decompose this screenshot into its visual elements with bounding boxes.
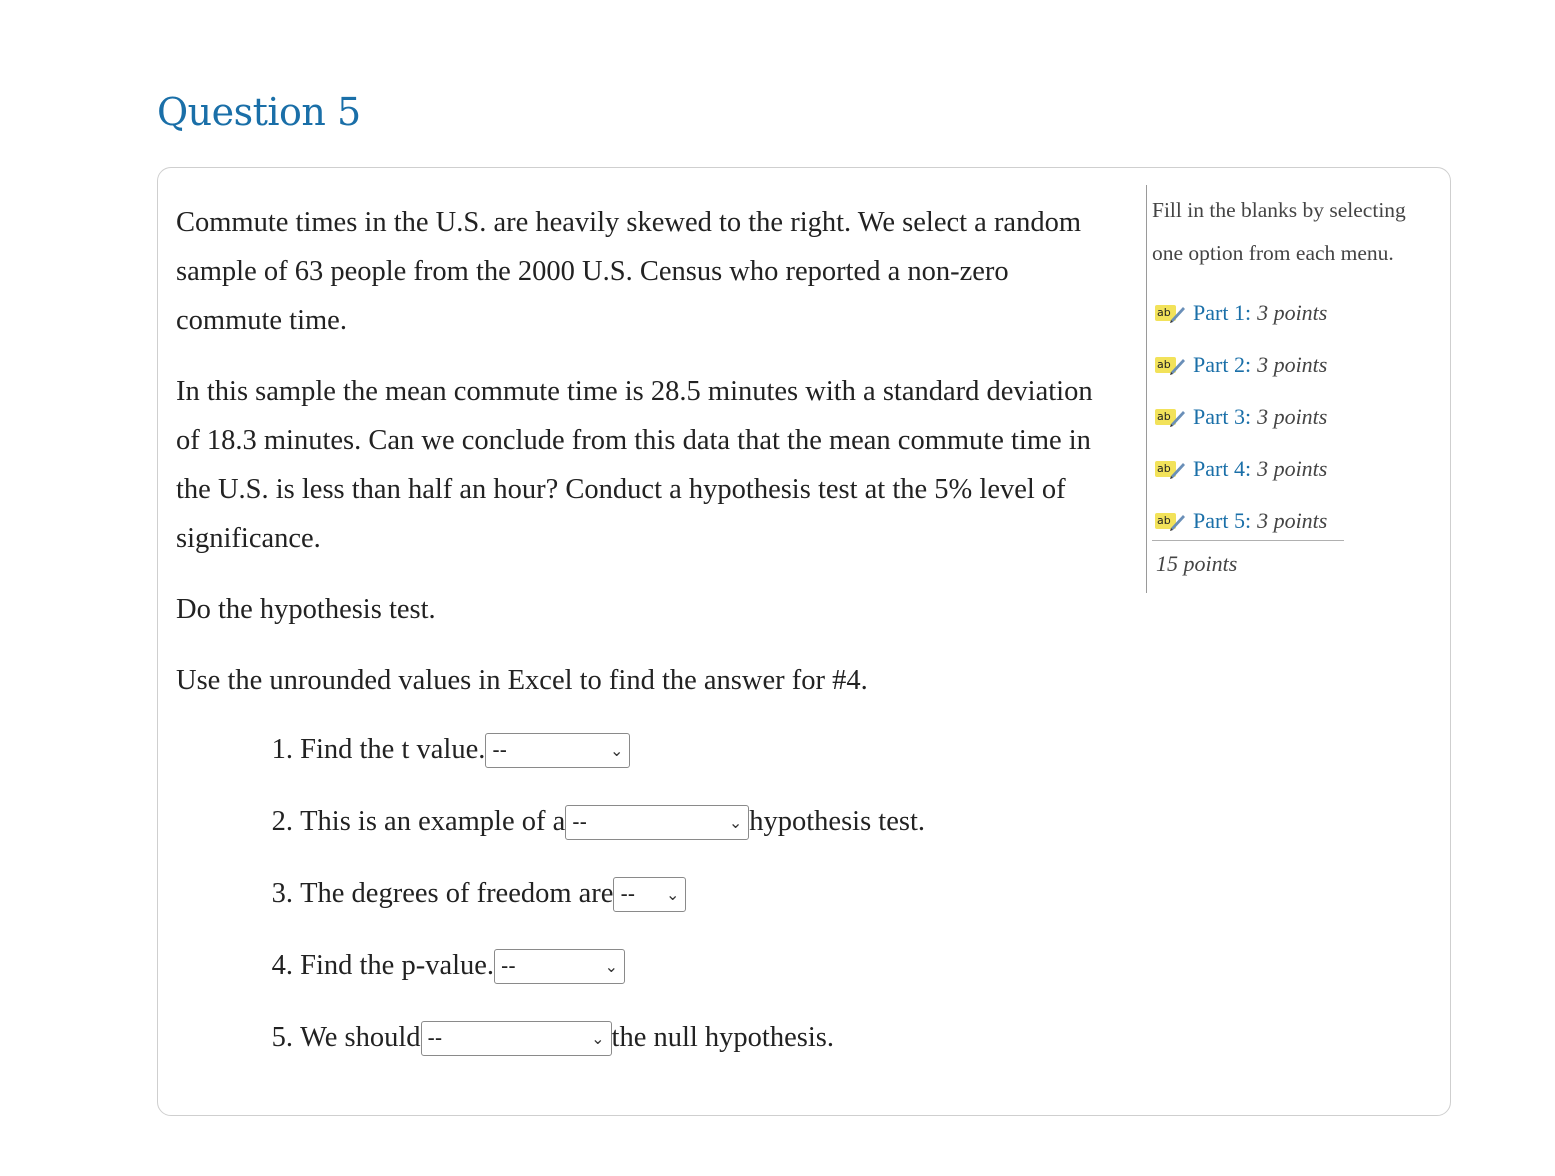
part-1-points: 3 points [1257, 300, 1328, 325]
part-prompt: Find the t value. [300, 734, 486, 765]
degrees-of-freedom-select[interactable] [613, 877, 686, 912]
question-paragraph-1: Commute times in the U.S. are heavily skewed to the right. We select a random sample of 63 people from the 2000 U.S. Census who reported a non-zero commute time. [176, 207, 1082, 336]
question-parts-list [176, 727, 1111, 1061]
question-paragraph-3: Do the hypothesis test. [176, 594, 436, 625]
svg-text:ab: ab [1157, 462, 1171, 475]
sidebar-part-3 [1155, 391, 1327, 443]
part-number: 5. [271, 1022, 293, 1053]
question-body [176, 198, 1111, 1087]
fill-in-blank-icon [1155, 406, 1185, 428]
null-hypothesis-decision-select[interactable] [421, 1021, 612, 1056]
select-value: -- [620, 881, 636, 906]
fill-in-blank-icon [1155, 302, 1185, 324]
select-value: -- [501, 953, 516, 978]
part-prompt: This is an example of a [300, 806, 566, 837]
select-value: -- [427, 1025, 443, 1050]
part-5-points: 3 points [1257, 508, 1328, 533]
fill-in-blank-icon [1155, 510, 1185, 532]
part-1-link[interactable]: Part 1: [1193, 300, 1252, 325]
part-2-points: 3 points [1257, 352, 1328, 377]
fill-in-blank-icon [1155, 458, 1185, 480]
part-suffix: hypothesis test. [749, 806, 926, 837]
part-5-link[interactable]: Part 5: [1193, 508, 1252, 533]
part-3-link[interactable]: Part 3: [1193, 404, 1252, 429]
question-paragraph-2: In this sample the mean commute time is 28.5 minutes with a standard deviation of 18.3 minutes. Can we conclude from this data that the mean commute time in the U.S. is less than half an hour? Conduct a hypothesis test at the 5% level of significance. [176, 376, 1093, 554]
sidebar-instructions: Fill in the blanks by selecting one option from each menu. [1152, 198, 1406, 265]
part-number: 4. [271, 950, 293, 981]
chevron-down-icon: ⌄ [609, 740, 624, 760]
select-value: -- [492, 737, 508, 762]
question-part-3 [176, 871, 1111, 917]
test-type-select[interactable] [565, 805, 749, 840]
part-2-link[interactable]: Part 2: [1193, 352, 1252, 377]
select-value: -- [572, 809, 587, 834]
sidebar-parts-list [1155, 287, 1327, 547]
t-value-select[interactable] [485, 733, 630, 768]
points-sidebar [1146, 185, 1437, 593]
chevron-down-icon: ⌄ [666, 884, 680, 904]
svg-text:ab: ab [1157, 514, 1171, 527]
svg-text:ab: ab [1157, 306, 1171, 319]
part-4-points: 3 points [1257, 456, 1328, 481]
part-number: 3. [271, 878, 293, 909]
total-points: 15 points [1156, 551, 1238, 576]
part-3-points: 3 points [1257, 404, 1328, 429]
question-part-4 [176, 943, 1111, 989]
question-paragraph-4: Use the unrounded values in Excel to find the answer for #4. [176, 665, 868, 696]
question-part-5 [176, 1015, 1111, 1061]
sidebar-part-1 [1155, 287, 1327, 339]
sidebar-divider [1152, 540, 1344, 541]
chevron-down-icon: ⌄ [728, 812, 743, 832]
sidebar-part-2 [1155, 339, 1327, 391]
svg-text:ab: ab [1157, 358, 1171, 371]
svg-text:ab: ab [1157, 410, 1171, 423]
part-number: 1. [271, 734, 293, 765]
part-suffix: the null hypothesis. [611, 1022, 834, 1053]
chevron-down-icon: ⌄ [591, 1028, 605, 1048]
fill-in-blank-icon [1155, 354, 1185, 376]
question-part-2 [176, 799, 1111, 845]
part-prompt: Find the p-value. [300, 950, 495, 981]
p-value-select[interactable] [494, 949, 625, 984]
question-part-1 [176, 727, 1111, 773]
part-4-link[interactable]: Part 4: [1193, 456, 1252, 481]
question-title: Question 5 [157, 90, 361, 134]
sidebar-part-4 [1155, 443, 1327, 495]
part-prompt: The degrees of freedom are [300, 878, 614, 909]
part-number: 2. [271, 806, 293, 837]
chevron-down-icon: ⌄ [604, 956, 619, 976]
part-prompt: We should [300, 1022, 421, 1053]
